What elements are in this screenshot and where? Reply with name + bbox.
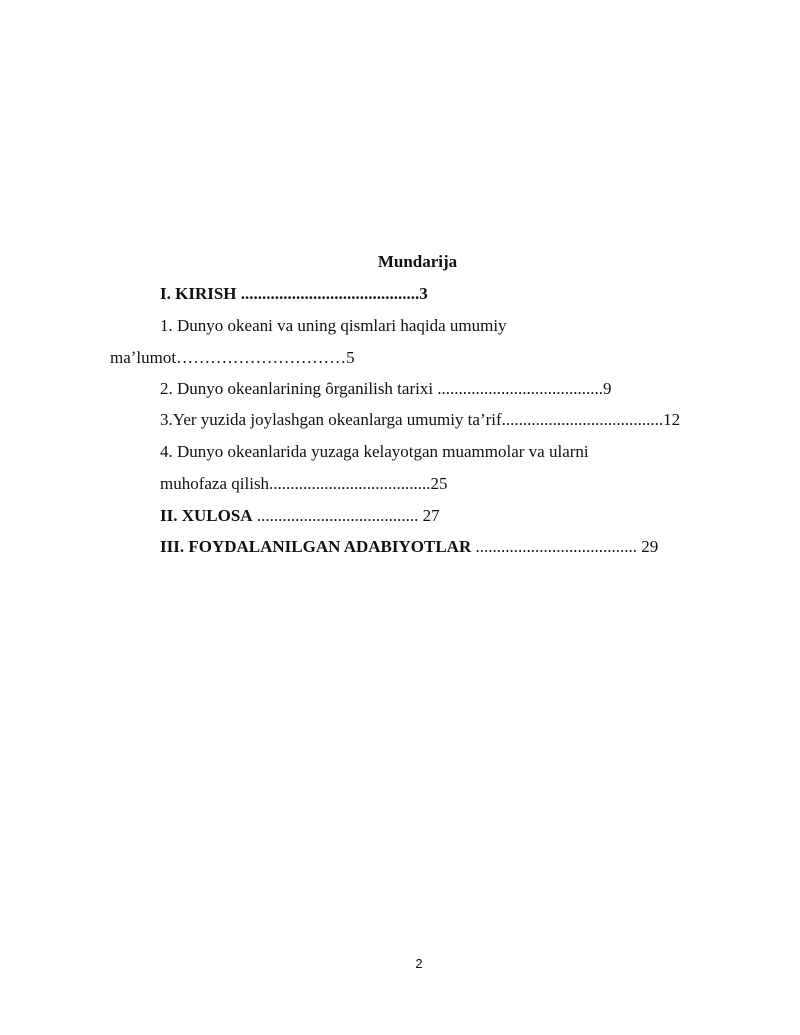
toc-entry-kirish: I. KIRISH ..........................................3 xyxy=(160,284,428,303)
toc-entry-adabiyotlar-label: III. FOYDALANILGAN ADABIYOTLAR xyxy=(160,537,472,556)
page-number: 2 xyxy=(415,956,423,971)
toc-entry-2: 2. Dunyo okeanlarining ȏrganilish tarixi .......................................9 xyxy=(160,379,612,398)
toc-entry-3: 3.Yer yuzida joylashgan okeanlarga umumiy ta’rif......................................12 xyxy=(160,410,681,429)
toc-entry-1-line2: maʼlumot…………………………5 xyxy=(110,348,355,367)
toc-entry-xulosa-label: II. XULOSA xyxy=(160,506,253,525)
toc-entry-xulosa-leader: ...................................... 27 xyxy=(252,506,440,525)
toc-title: Mundarija xyxy=(377,252,458,271)
toc-entry-1-line1: 1. Dunyo okeani va uning qismlari haqida umumiy xyxy=(160,316,507,335)
toc-entry-4-line2: muhofaza qilish......................................25 xyxy=(160,474,448,493)
toc-entry-xulosa xyxy=(160,504,440,528)
toc-entry-4-line1: 4. Dunyo okeanlarida yuzaga kelayotgan muammolar va ularni xyxy=(160,442,589,461)
toc-entry-adabiyotlar xyxy=(160,535,658,559)
toc-entry-adabiyotlar-leader: ...................................... 29 xyxy=(471,537,659,556)
